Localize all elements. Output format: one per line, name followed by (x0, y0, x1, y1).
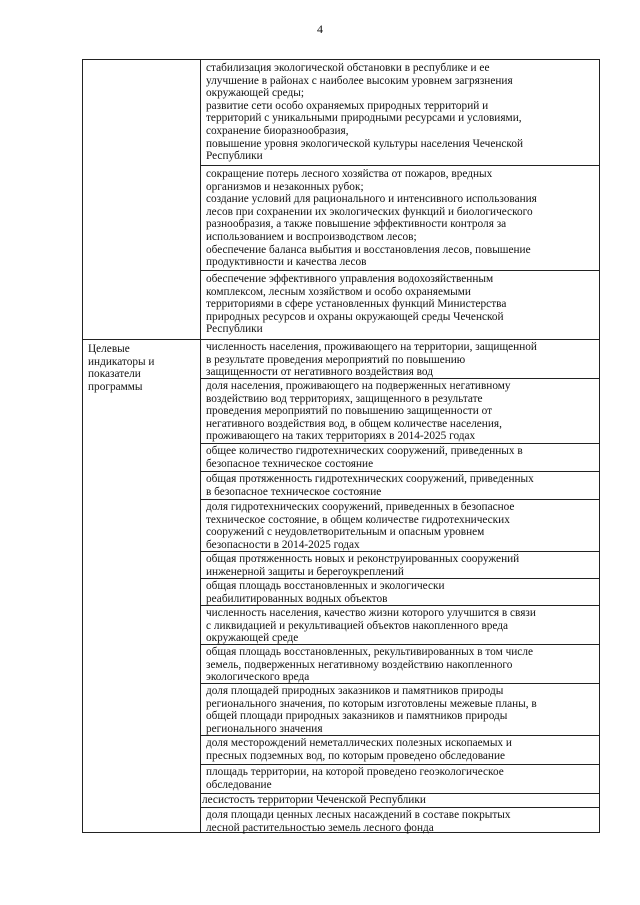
row-divider (200, 443, 599, 444)
row-divider (200, 270, 599, 271)
table-row: сокращение потерь лесного хозяйства от пожаров, вредных организмов и незаконных рубок; создание условий для рационального и интенсивного использования лесов при сохранении их экологических функций и биологического разнообразия, а также повышение эффективности контроля за использованием и воспроизводством лесов; обеспечение баланса выбытия и восстановления лесов, повышение продуктивности и качества лесов (206, 168, 537, 269)
row-divider (200, 165, 599, 166)
row-divider (200, 764, 599, 765)
program-table (82, 59, 600, 833)
page-number: 4 (317, 22, 323, 36)
table-row: общая протяженность гидротехнических сооружений, приведенных в безопасное техническое состояние (206, 473, 534, 498)
indicators-label: Целевые индикаторы и показатели программы (88, 343, 155, 393)
table-row: стабилизация экологической обстановки в республике и ее улучшение в районах с наиболее высоким уровнем загрязнения окружающей среды; развитие сети особо охраняемых природных территорий и территорий с уникальными природными ресурсами и условиями, сохранение биоразнообразия, повышение уровня экологической культуры населения Чеченской Республики (206, 62, 524, 163)
table-row: доля площадей природных заказников и памятников природы регионального значения, по которым изготовлены межевые планы, в общей площади природных заказников и памятников природы регионального значения (206, 685, 537, 735)
row-divider (200, 807, 599, 808)
column-divider (200, 60, 201, 832)
section-divider (83, 339, 599, 340)
table-row: общее количество гидротехнических сооружений, приведенных в безопасное техническое состояние (206, 445, 523, 470)
table-row: численность населения, качество жизни которого улучшится в связи с ликвидацией и рекультивацией объектов накопленного вреда окружающей среде (206, 607, 536, 645)
row-divider (200, 471, 599, 472)
table-row: общая площадь восстановленных и экологически реабилитированных водных объектов (206, 580, 445, 605)
table-row: доля гидротехнических сооружений, приведенных в безопасное техническое состояние, в общем количестве гидротехнических сооружений с неудовлетворительным и опасным уровнем безопасности в 2014-2025 годах (206, 501, 515, 551)
table-row: доля населения, проживающего на подверженных негативному воздействию вод территориях, защищенного в результате проведения мероприятий по повышению защищенности от негативного воздействия вод, в общем количестве населения, проживающего на таких территориях в 2014-2025 годах (206, 380, 511, 443)
table-row: обеспечение эффективного управления водохозяйственным комплексом, лесным хозяйством и особо охраняемыми территориями в сфере установленных функций Министерства природных ресурсов и охраны окружающей среды Чеченской Республики (206, 273, 507, 336)
table-row: общая площадь восстановленных, рекультивированных в том числе земель, подверженных негативному воздействию накопленного экологического вреда (206, 646, 533, 684)
table-row: лесистость территории Чеченской Республики (202, 794, 426, 806)
table-row: общая протяженность новых и реконструированных сооружений инженерной защиты и берегоукреплений (206, 553, 520, 578)
table-row: доля площади ценных лесных насаждений в составе покрытых лесной растительностью земель лесного фонда (206, 809, 511, 834)
row-divider (200, 499, 599, 500)
table-row: площадь территории, на которой проведено геоэкологическое обследование (206, 766, 504, 791)
table-row: численность населения, проживающего на территории, защищенной в результате проведения мероприятий по повышению защищенности от негативного воздействия вод (206, 341, 537, 379)
table-row: доля месторождений неметаллических полезных ископаемых и пресных подземных вод, по которым проведено обследование (206, 737, 512, 762)
